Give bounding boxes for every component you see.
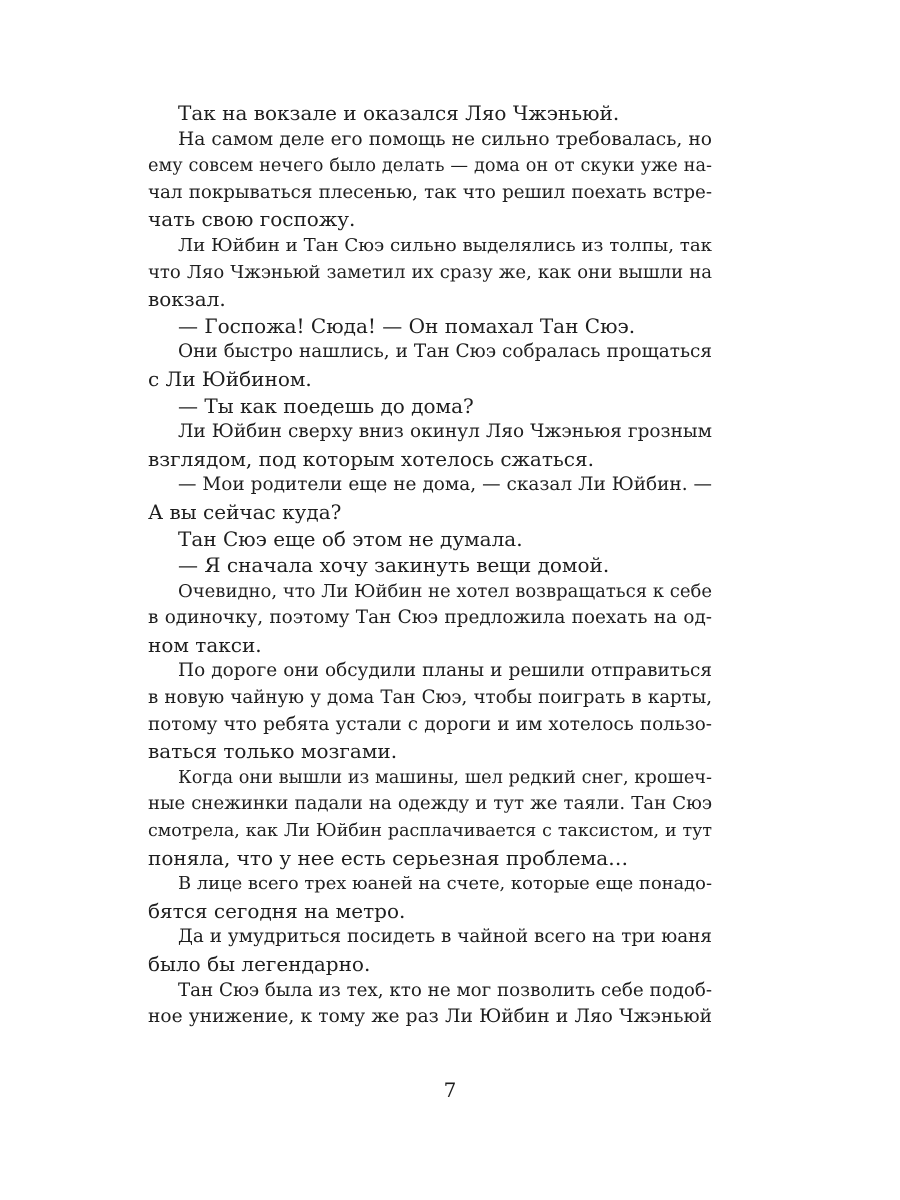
text-line: А вы сейчас куда?: [148, 499, 342, 524]
text-line: Тан Сюэ еще об этом не думала.: [178, 526, 523, 551]
text-line: Да и умудриться посидеть в чайной всего на три юаня: [178, 926, 712, 948]
text-line: поняла, что у нее есть серьезная проблема…: [148, 845, 629, 870]
text-line: в одиночку, поэтому Тан Сюэ предложила поехать на од-: [148, 607, 712, 629]
text-line: было бы легендарно.: [148, 952, 371, 976]
text-line: с Ли Юйбином.: [148, 366, 312, 391]
text-line: Ли Юйбин и Тан Сюэ сильно выделялись из толпы, так: [178, 234, 712, 256]
text-line: Так на вокзале и оказался Ляо Чжэньюй.: [178, 101, 620, 125]
text-line: бятся сегодня на метро.: [148, 898, 406, 923]
text-line: ное унижение, к тому же раз Ли Юйбин и Ляо Чжэньюй: [148, 1006, 712, 1028]
text-line: Ли Юйбин сверху вниз окинул Ляо Чжэньюя грозным: [178, 421, 712, 443]
text-line: Когда они вышли из машины, шел редкий снег, крошеч-: [178, 767, 712, 788]
text-line: чал покрываться плесенью, так что решил поехать встре-: [148, 181, 712, 203]
text-line: Тан Сюэ была из тех, кто не мог позволить себе подоб-: [178, 979, 712, 1001]
text-line: ваться только мозгами.: [148, 739, 398, 764]
text-line: В лице всего трех юаней на счете, которые еще понадо-: [178, 873, 712, 895]
text-line: взглядом, под которым хотелось сжаться.: [148, 446, 594, 471]
text-line: в новую чайную у дома Тан Сюэ, чтобы поиграть в карты,: [148, 687, 712, 709]
text-line: Они быстро нашлись, и Тан Сюэ собралась прощаться: [178, 341, 712, 363]
text-line: — Ты как поедешь до дома?: [178, 393, 474, 418]
text-line: По дороге они обсудили планы и решили отправиться: [178, 660, 712, 682]
text-line: смотрела, как Ли Юйбин расплачивается с таксистом, и тут: [148, 821, 712, 842]
text-line: чать свою госпожу.: [148, 207, 356, 232]
text-line: ном такси.: [148, 632, 262, 657]
text-line: — Мои родители еще не дома, — сказал Ли Юйбин. —: [178, 474, 712, 496]
page-number: 7: [443, 1078, 457, 1102]
text-line: — Госпожа! Сюда! — Он помахал Тан Сюэ.: [178, 313, 636, 338]
text-line: что Ляо Чжэньюй заметил их сразу же, как они вышли на: [148, 261, 712, 283]
text-line: ные снежинки падали на одежду и тут же таяли. Тан Сюэ: [148, 793, 712, 815]
body-text: [148, 100, 712, 1031]
text-line: На самом деле его помощь не сильно требовалась, но: [178, 128, 712, 150]
text-line: — Я сначала хочу закинуть вещи домой.: [178, 553, 610, 578]
text-line: вокзал.: [148, 287, 226, 312]
text-line: Очевидно, что Ли Юйбин не хотел возвращаться к себе: [178, 580, 712, 602]
text-line: ему совсем нечего было делать — дома он от скуки уже на-: [148, 156, 712, 177]
text-line: потому что ребята устали с дороги и им хотелось пользо-: [148, 713, 712, 735]
